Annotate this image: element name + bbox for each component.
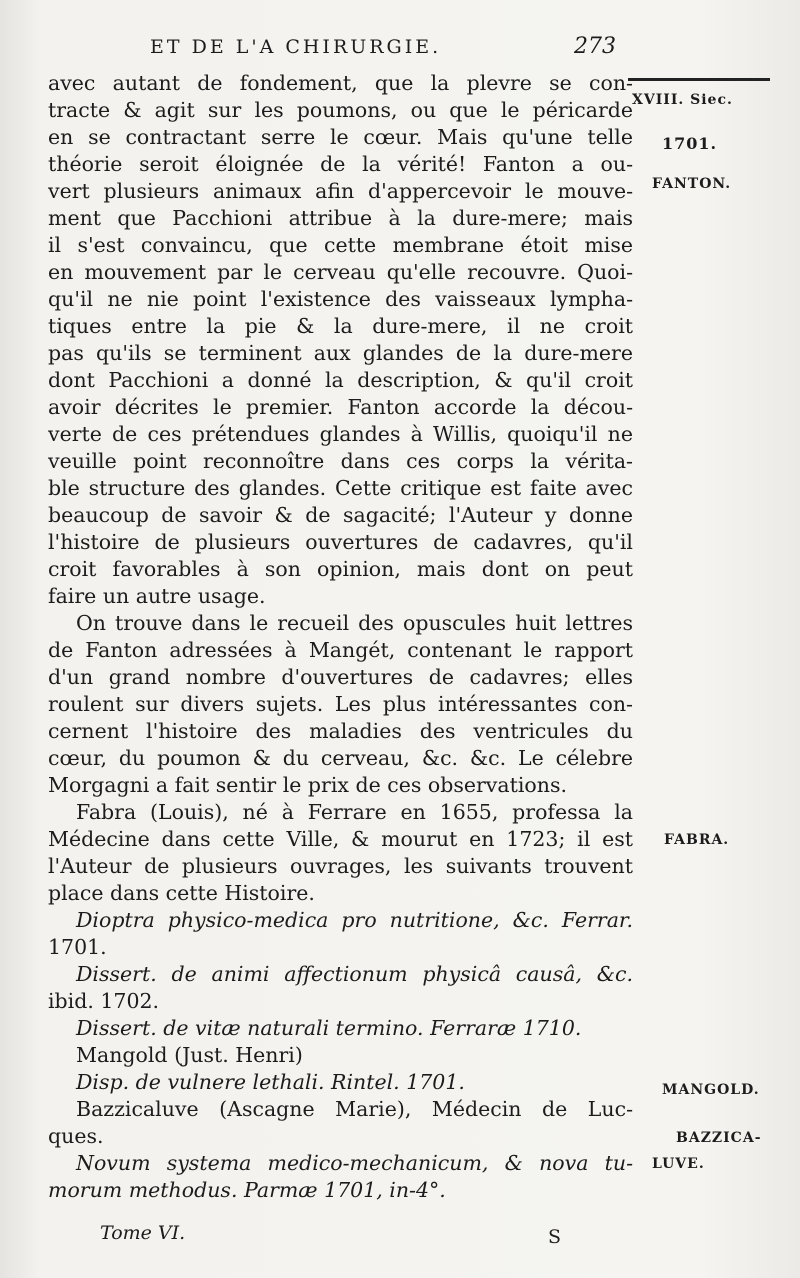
text-line: dont Pacchioni a donné la description, & qu'il croit (48, 368, 633, 392)
margin-note-bazzicaluve-1: BAZZICA- (676, 1130, 762, 1146)
text-line: Médecine dans cette Ville, & mourut en 1723; il est (48, 827, 633, 851)
text-line: Fabra (Louis), né à Ferrare en 1655, professa la (76, 800, 633, 824)
text-line: Morgagni a fait sentir le prix de ces observations. (48, 773, 567, 797)
text-line: Dioptra physico-medica pro nutritione, &c. Ferrar. (76, 908, 633, 932)
text-line: Disp. de vulnere lethali. Rintel. 1701. (76, 1070, 465, 1094)
text-line: roulent sur divers sujets. Les plus intéressantes con- (48, 692, 633, 716)
running-title: ET DE L'A CHIRURGIE. (150, 36, 442, 58)
text-line: Bazzicaluve (Ascagne Marie), Médecin de Luc- (76, 1097, 633, 1121)
text-line: tracte & agit sur les poumons, ou que le péricarde (48, 98, 633, 122)
margin-note-century: XVIII. Siec. (632, 92, 733, 108)
text-line: verte de ces prétendues glandes à Willis, quoiqu'il ne (48, 422, 633, 446)
text-line: avec autant de fondement, que la plevre se con- (48, 71, 633, 95)
text-line: avoir décrites le premier. Fanton accorde la décou- (48, 395, 633, 419)
text-line: croit favorables à son opinion, mais dont on peut (48, 557, 633, 581)
text-line: Dissert. de animi affectionum physicâ causâ, &c. (76, 962, 633, 986)
text-line: On trouve dans le recueil des opuscules huit lettres (76, 611, 633, 635)
text-line: qu'il ne nie point l'existence des vaisseaux lympha- (48, 287, 633, 311)
text-line: il s'est convaincu, que cette membrane étoit mise (48, 233, 633, 257)
text-line: cernent l'histoire des maladies des ventricules du (48, 719, 633, 743)
margin-note-fabra: FABRA. (664, 832, 730, 848)
text-line: 1701. (48, 935, 107, 959)
text-line: tiques entre la pie & la dure-mere, il ne croit (48, 314, 633, 338)
main-text-block (48, 70, 633, 1204)
text-line: Novum systema medico-mechanicum, & nova tu- (76, 1151, 633, 1175)
margin-note-year: 1701. (662, 134, 718, 153)
text-line: théorie seroit éloignée de la vérité! Fanton a ou- (48, 152, 633, 176)
text-line: Mangold (Just. Henri) (76, 1043, 303, 1067)
volume-label: Tome VI. (100, 1222, 186, 1244)
text-line: pas qu'ils se terminent aux glandes de la dure-mere (48, 341, 633, 365)
text-line: en se contractant serre le cœur. Mais qu'une telle (48, 125, 633, 149)
text-line: faire un autre usage. (48, 584, 266, 608)
text-line: cœur, du poumon & du cerveau, &c. &c. Le célebre (48, 746, 633, 770)
text-line: morum methodus. Parmæ 1701, in-4°. (48, 1178, 446, 1202)
margin-rule (628, 78, 770, 81)
text-line: d'un grand nombre d'ouvertures de cadavres; elles (48, 665, 633, 689)
signature-mark: S (548, 1226, 562, 1248)
text-line: de Fanton adressées à Mangét, contenant le rapport (48, 638, 633, 662)
text-line: l'Auteur de plusieurs ouvrages, les suivants trouvent (48, 854, 633, 878)
text-line: beaucoup de savoir & de sagacité; l'Auteur y donne (48, 503, 633, 527)
margin-note-bazzicaluve-2: LUVE. (652, 1156, 705, 1172)
text-line: l'histoire de plusieurs ouvertures de cadavres, qu'il (48, 530, 633, 554)
page-number: 273 (574, 34, 616, 59)
margin-note-fanton: FANTON. (652, 176, 732, 192)
margin-note-mangold: MANGOLD. (662, 1082, 760, 1098)
text-line: place dans cette Histoire. (48, 881, 315, 905)
text-line: en mouvement par le cerveau qu'elle recouvre. Quoi- (48, 260, 633, 284)
text-line: veuille point reconnoître dans ces corps la vérita- (48, 449, 633, 473)
text-line: ques. (48, 1124, 104, 1148)
text-line: ment que Pacchioni attribue à la dure-mere; mais (48, 206, 633, 230)
text-line: ble structure des glandes. Cette critique est faite avec (48, 476, 633, 500)
text-line: Dissert. de vitæ naturali termino. Ferraræ 1710. (76, 1016, 582, 1040)
text-line: vert plusieurs animaux afin d'appercevoir le mouve- (48, 179, 633, 203)
text-line: ibid. 1702. (48, 989, 160, 1013)
